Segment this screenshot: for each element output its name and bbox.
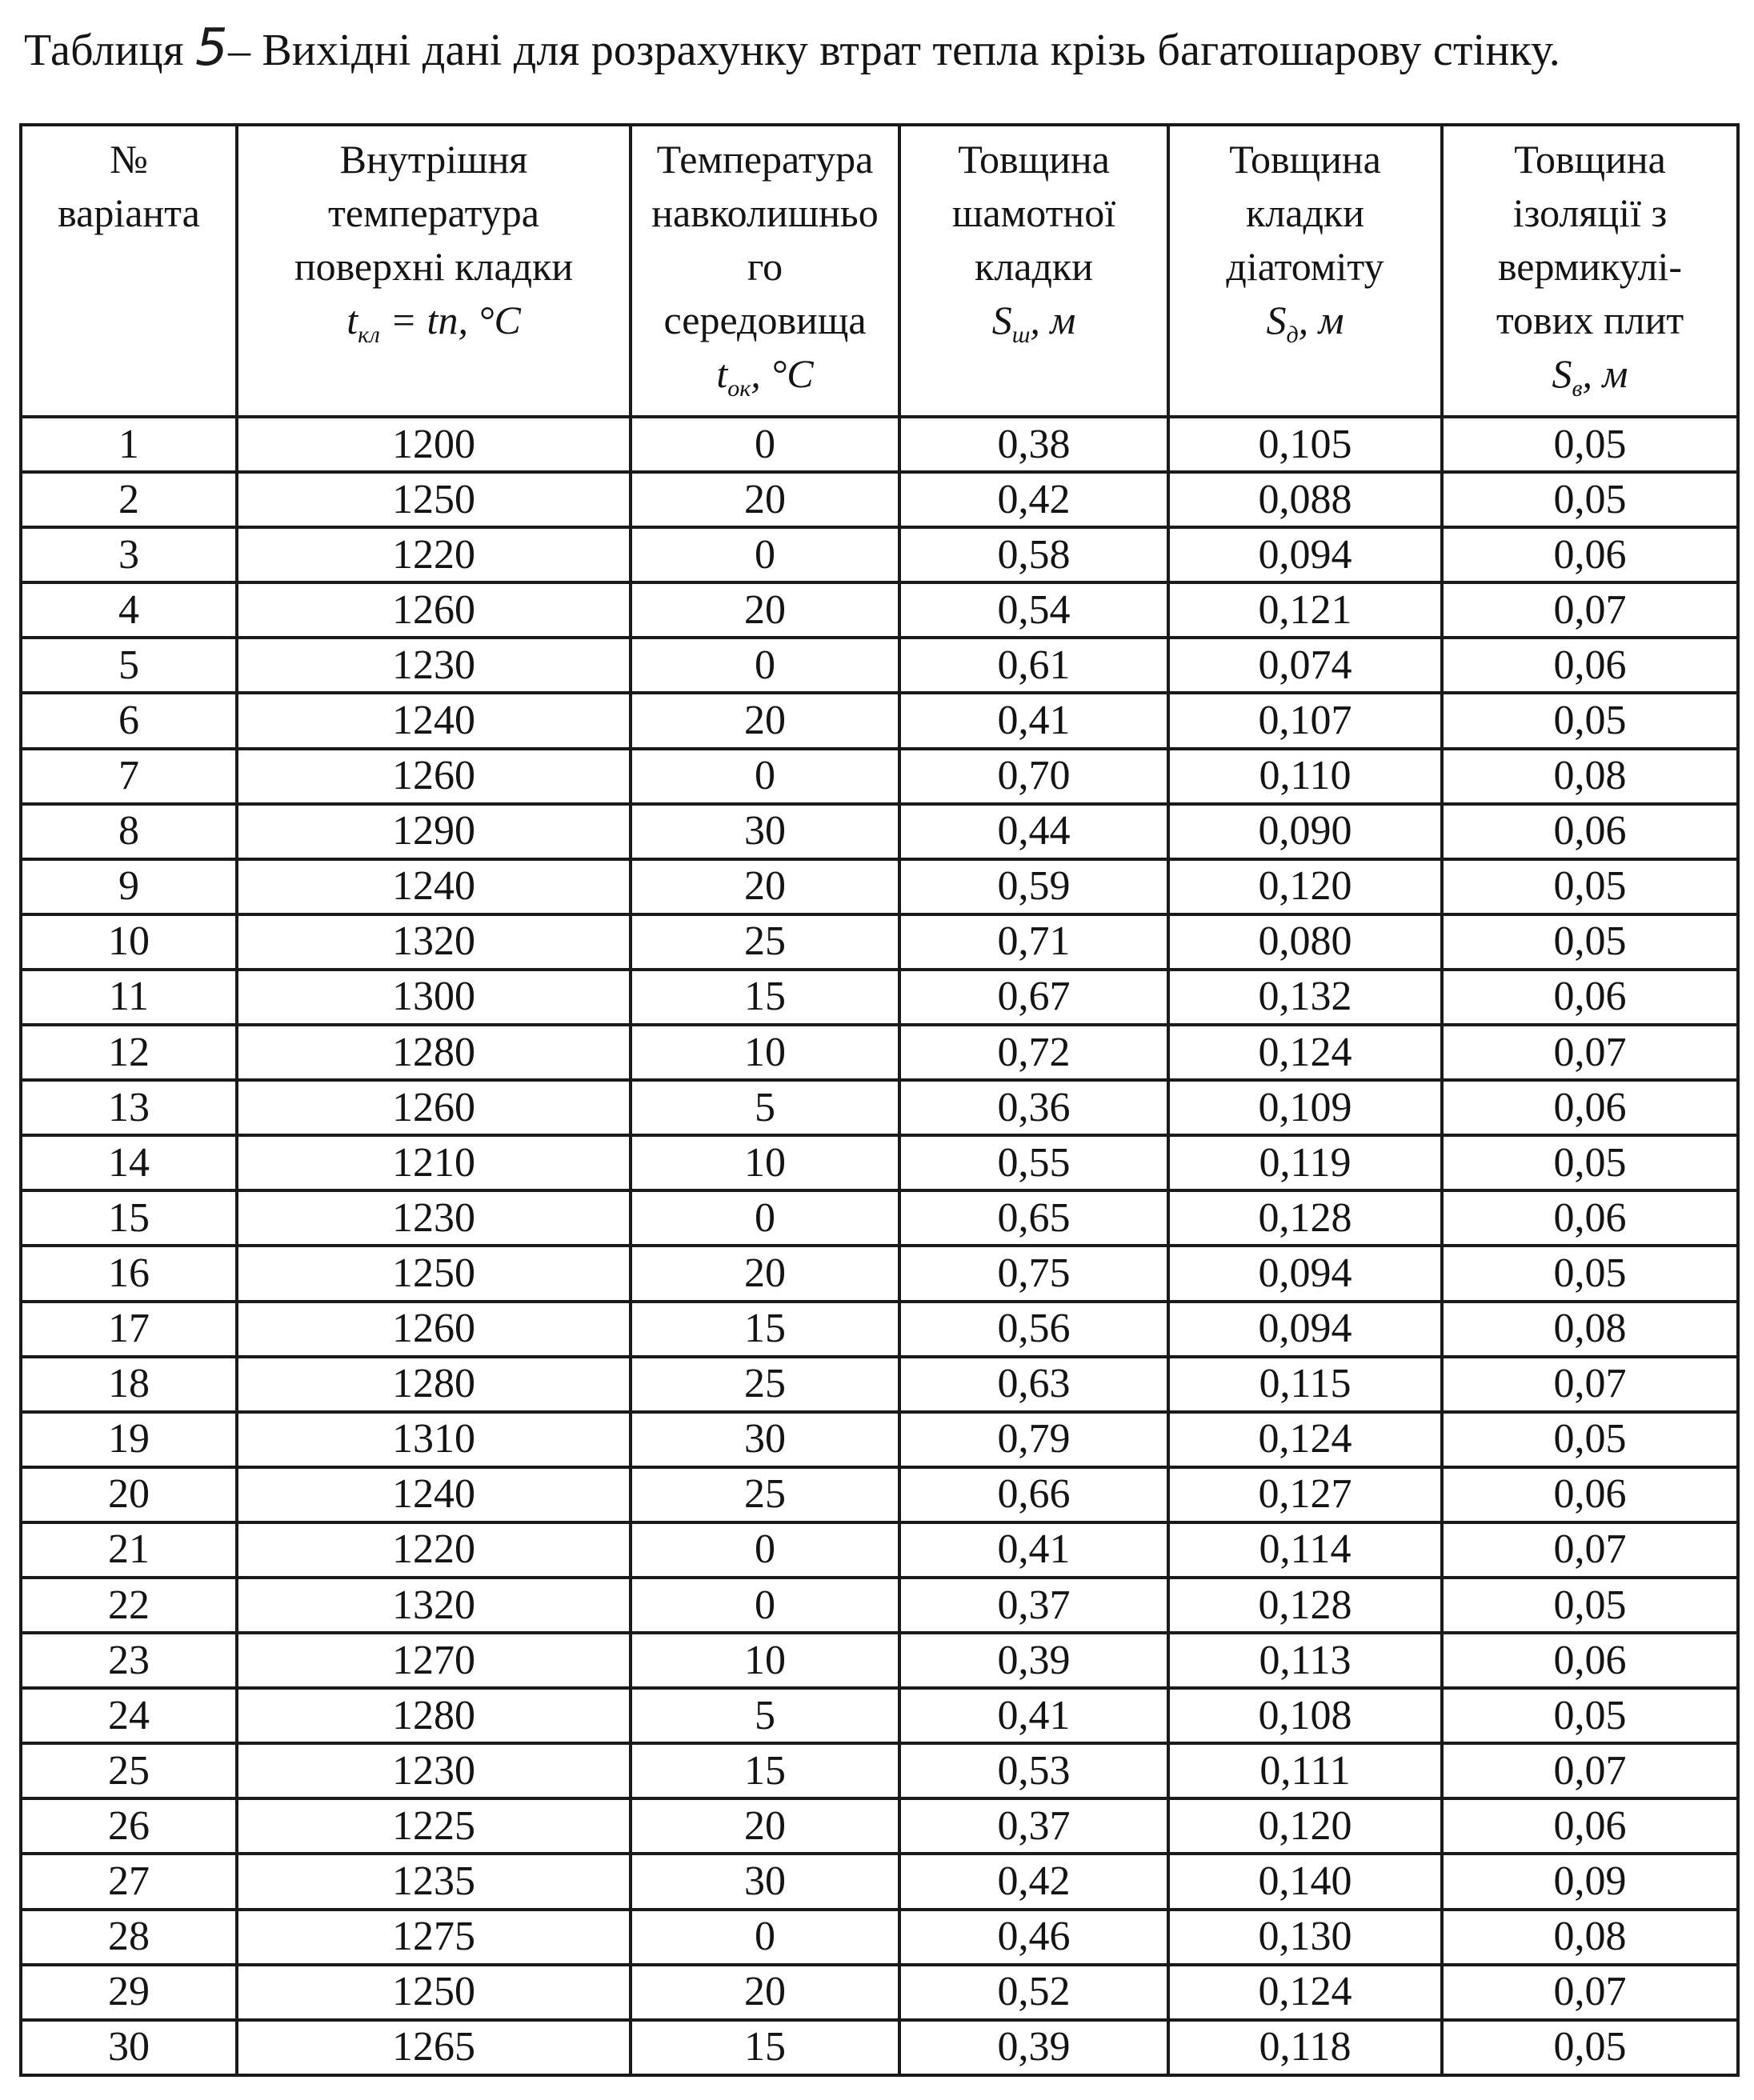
table-cell: 0,06: [1442, 1798, 1738, 1854]
table-caption: [24, 19, 1560, 79]
table-cell: 0,132: [1168, 970, 1442, 1025]
table-cell: 0,118: [1168, 2020, 1442, 2075]
table-cell: 0,37: [899, 1798, 1168, 1854]
table-cell: 0,39: [899, 2020, 1168, 2075]
table-cell: 6: [21, 693, 237, 748]
table-row: [21, 1357, 1738, 1412]
table-cell: 0,105: [1168, 417, 1442, 472]
table-cell: 30: [631, 804, 899, 859]
symbol-tail: , м: [1298, 298, 1344, 342]
table-cell: 0,120: [1168, 1798, 1442, 1854]
table-cell: 1230: [237, 1190, 631, 1246]
table-cell: 1270: [237, 1633, 631, 1688]
table-cell: 25: [631, 914, 899, 970]
table-cell: 7: [21, 749, 237, 804]
table-cell: 15: [21, 1190, 237, 1246]
table-cell: 0,05: [1442, 1135, 1738, 1190]
table-cell: 19: [21, 1412, 237, 1467]
table-cell: 10: [631, 1633, 899, 1688]
column-header: [899, 125, 1168, 417]
table-cell: 0,42: [899, 472, 1168, 527]
table-cell: 20: [21, 1467, 237, 1522]
table-cell: 0,41: [899, 693, 1168, 748]
table-cell: 1260: [237, 1080, 631, 1135]
column-header-line: ізоляції з: [1512, 190, 1668, 235]
table-row: [21, 1302, 1738, 1357]
table-cell: 0,120: [1168, 859, 1442, 914]
table-cell: 0,114: [1168, 1522, 1442, 1578]
table-row: [21, 1910, 1738, 1965]
table-cell: 0,090: [1168, 804, 1442, 859]
table-cell: 1: [21, 417, 237, 472]
table-cell: 0,05: [1442, 1578, 1738, 1633]
table-cell: 0,094: [1168, 1246, 1442, 1301]
table-cell: 0,72: [899, 1025, 1168, 1080]
table-cell: 11: [21, 970, 237, 1025]
table-row: [21, 1190, 1738, 1246]
table-cell: 29: [21, 1965, 237, 2020]
table-cell: 0,080: [1168, 914, 1442, 970]
table-cell: 0,107: [1168, 693, 1442, 748]
table-cell: 17: [21, 1302, 237, 1357]
table-row: [21, 804, 1738, 859]
table-cell: 0,124: [1168, 1025, 1442, 1080]
table-cell: 0,08: [1442, 1302, 1738, 1357]
table-cell: 0,71: [899, 914, 1168, 970]
table-cell: 1210: [237, 1135, 631, 1190]
table-cell: 30: [631, 1412, 899, 1467]
table-cell: 0,70: [899, 749, 1168, 804]
column-header-line: вермикулі-: [1497, 244, 1683, 289]
table-cell: 25: [21, 1743, 237, 1798]
table-cell: 0,39: [899, 1633, 1168, 1688]
column-header: [631, 125, 899, 417]
table-cell: 20: [631, 859, 899, 914]
column-symbol: [238, 294, 629, 362]
table-cell: 0,54: [899, 582, 1168, 638]
column-header-line: тових плит: [1496, 298, 1684, 342]
table-cell: 0,07: [1442, 1965, 1738, 2020]
table-row: [21, 527, 1738, 582]
table-row: [21, 693, 1738, 748]
table-row: [21, 1025, 1738, 1080]
table-cell: 30: [21, 2020, 237, 2075]
table-row: [21, 1688, 1738, 1743]
caption-text: – Вихідні дані для розрахунку втрат тепла крізь багатошарову стінку.: [227, 26, 1560, 75]
symbol-base: t: [716, 351, 728, 396]
table-cell: 0,55: [899, 1135, 1168, 1190]
table-row: [21, 1412, 1738, 1467]
table-cell: 0,08: [1442, 749, 1738, 804]
table-cell: 25: [631, 1467, 899, 1522]
column-header-line: кладки: [1246, 190, 1364, 235]
column-header-line: діатоміту: [1226, 244, 1384, 289]
table-cell: 0,113: [1168, 1633, 1442, 1688]
table-cell: 0,46: [899, 1910, 1168, 1965]
table-row: [21, 1798, 1738, 1854]
table-cell: 0,06: [1442, 638, 1738, 693]
table-cell: 1240: [237, 859, 631, 914]
column-symbol: [901, 294, 1167, 362]
table-cell: 0,06: [1442, 1467, 1738, 1522]
column-header-line: кладки: [975, 244, 1093, 289]
table-cell: 20: [631, 1246, 899, 1301]
table-cell: 0,58: [899, 527, 1168, 582]
table-cell: 1260: [237, 1302, 631, 1357]
table-cell: 0,59: [899, 859, 1168, 914]
table-cell: 15: [631, 970, 899, 1025]
table-cell: 0: [631, 527, 899, 582]
symbol-tail: , °C: [751, 351, 814, 396]
table-cell: 0,07: [1442, 1522, 1738, 1578]
table-cell: 0: [631, 749, 899, 804]
table-cell: 0,124: [1168, 1412, 1442, 1467]
symbol-base: t: [346, 298, 358, 342]
symbol-tail: , м: [1582, 351, 1628, 396]
table-cell: 3: [21, 527, 237, 582]
table-cell: 0,61: [899, 638, 1168, 693]
table-cell: 0,05: [1442, 417, 1738, 472]
table-cell: 0,56: [899, 1302, 1168, 1357]
table-cell: 5: [21, 638, 237, 693]
table-cell: 25: [631, 1357, 899, 1412]
table-cell: 0: [631, 1522, 899, 1578]
table-cell: 26: [21, 1798, 237, 1854]
table-cell: 0,127: [1168, 1467, 1442, 1522]
table-cell: 0,65: [899, 1190, 1168, 1246]
caption-prefix: Таблиця: [24, 26, 196, 75]
table-row: [21, 472, 1738, 527]
column-header-line: температура: [328, 190, 539, 235]
table-cell: 1260: [237, 749, 631, 804]
table-cell: 18: [21, 1357, 237, 1412]
table-cell: 0,38: [899, 417, 1168, 472]
symbol-base: S: [1552, 351, 1572, 396]
table-row: [21, 1135, 1738, 1190]
table-cell: 0,110: [1168, 749, 1442, 804]
column-header-line: №: [110, 137, 148, 182]
table-cell: 30: [631, 1854, 899, 1909]
table-cell: 20: [631, 693, 899, 748]
column-header-line: середовища: [663, 298, 867, 342]
data-table: [19, 123, 1740, 2077]
table-cell: 0,42: [899, 1854, 1168, 1909]
table-row: [21, 2020, 1738, 2075]
table-cell: 0,05: [1442, 1688, 1738, 1743]
table-cell: 20: [631, 582, 899, 638]
table-row: [21, 1080, 1738, 1135]
table-cell: 1200: [237, 417, 631, 472]
table-cell: 1275: [237, 1910, 631, 1965]
table-cell: 0,07: [1442, 1357, 1738, 1412]
table-row: [21, 749, 1738, 804]
table-cell: 16: [21, 1246, 237, 1301]
table-cell: 22: [21, 1578, 237, 1633]
table-row: [21, 1467, 1738, 1522]
table-cell: 1220: [237, 527, 631, 582]
table-cell: 1230: [237, 1743, 631, 1798]
caption-table-number: 5: [195, 18, 228, 78]
column-header-line: Товщина: [958, 137, 1110, 182]
table-cell: 23: [21, 1633, 237, 1688]
table-cell: 0: [631, 1190, 899, 1246]
table-cell: 1310: [237, 1412, 631, 1467]
table-cell: 5: [631, 1688, 899, 1743]
table-cell: 12: [21, 1025, 237, 1080]
table-cell: 0,08: [1442, 1910, 1738, 1965]
table-cell: 4: [21, 582, 237, 638]
table-cell: 0,05: [1442, 472, 1738, 527]
header-row: [21, 125, 1738, 417]
table-cell: 0,53: [899, 1743, 1168, 1798]
table-cell: 0,094: [1168, 1302, 1442, 1357]
table-cell: 1260: [237, 582, 631, 638]
column-header-line: Температура: [656, 137, 874, 182]
table-cell: 0,07: [1442, 582, 1738, 638]
table-cell: 0,41: [899, 1522, 1168, 1578]
table-cell: 0,119: [1168, 1135, 1442, 1190]
table-row: [21, 1965, 1738, 2020]
table-row: [21, 1522, 1738, 1578]
symbol-base: S: [1266, 298, 1287, 342]
table-cell: 1225: [237, 1798, 631, 1854]
table-cell: 0: [631, 638, 899, 693]
table-row: [21, 859, 1738, 914]
table-cell: 13: [21, 1080, 237, 1135]
table-cell: 0: [631, 1578, 899, 1633]
column-header-line: Внутрішня: [339, 137, 528, 182]
table-cell: 0,115: [1168, 1357, 1442, 1412]
column-symbol: [632, 347, 898, 415]
table-row: [21, 1578, 1738, 1633]
table-cell: 0,108: [1168, 1688, 1442, 1743]
table-cell: 0,094: [1168, 527, 1442, 582]
table-row: [21, 970, 1738, 1025]
symbol-subscript: ш: [1011, 322, 1031, 348]
table-cell: 20: [631, 472, 899, 527]
table-header: [21, 125, 1738, 417]
table-cell: 1280: [237, 1688, 631, 1743]
table-cell: 15: [631, 1743, 899, 1798]
table-cell: 0,140: [1168, 1854, 1442, 1909]
column-header-line: го: [747, 244, 783, 289]
table-cell: 0,09: [1442, 1854, 1738, 1909]
table-cell: 0,63: [899, 1357, 1168, 1412]
symbol-subscript: д: [1286, 322, 1299, 348]
table-cell: 0,06: [1442, 1633, 1738, 1688]
table-cell: 15: [631, 2020, 899, 2075]
table-cell: 28: [21, 1910, 237, 1965]
table-cell: 0,07: [1442, 1025, 1738, 1080]
table-cell: 5: [631, 1080, 899, 1135]
table-body: [21, 417, 1738, 2075]
table-cell: 0,05: [1442, 859, 1738, 914]
table-cell: 27: [21, 1854, 237, 1909]
column-header: [21, 125, 237, 417]
table-cell: 0,05: [1442, 693, 1738, 748]
symbol-subscript: кл: [358, 322, 380, 348]
table-cell: 1280: [237, 1025, 631, 1080]
table-cell: 15: [631, 1302, 899, 1357]
table-cell: 0,41: [899, 1688, 1168, 1743]
symbol-subscript: в: [1572, 375, 1583, 402]
table-cell: 1250: [237, 1965, 631, 2020]
table-cell: 0,52: [899, 1965, 1168, 2020]
table-cell: 0,06: [1442, 527, 1738, 582]
table-cell: 0,109: [1168, 1080, 1442, 1135]
table-cell: 0,128: [1168, 1578, 1442, 1633]
table-cell: 0,75: [899, 1246, 1168, 1301]
column-header-line: варіанта: [58, 190, 200, 235]
table-cell: 0: [631, 417, 899, 472]
column-symbol: [1170, 294, 1440, 362]
table-cell: 14: [21, 1135, 237, 1190]
column-header: [237, 125, 631, 417]
table-row: [21, 1743, 1738, 1798]
table-cell: 1320: [237, 914, 631, 970]
table-cell: 0,05: [1442, 1246, 1738, 1301]
table-cell: 9: [21, 859, 237, 914]
table-cell: 8: [21, 804, 237, 859]
column-header-line: навколишньо: [651, 190, 879, 235]
table-cell: 0,66: [899, 1467, 1168, 1522]
table-cell: 1320: [237, 1578, 631, 1633]
table-cell: 1280: [237, 1357, 631, 1412]
symbol-base: S: [991, 298, 1012, 342]
table-row: [21, 1246, 1738, 1301]
table-cell: 0,124: [1168, 1965, 1442, 2020]
column-header-line: Товщина: [1514, 137, 1666, 182]
column-header-line: шамотної: [951, 190, 1116, 235]
symbol-subscript: ок: [727, 375, 751, 402]
table-cell: 1250: [237, 1246, 631, 1301]
symbol-tail: = tп, °C: [379, 298, 521, 342]
table-cell: 0,088: [1168, 472, 1442, 527]
table-cell: 0,06: [1442, 970, 1738, 1025]
column-header-line: поверхні кладки: [294, 244, 574, 289]
table-cell: 1290: [237, 804, 631, 859]
table-cell: 0: [631, 1910, 899, 1965]
table-cell: 10: [21, 914, 237, 970]
table-cell: 10: [631, 1025, 899, 1080]
table-row: [21, 417, 1738, 472]
table-cell: 24: [21, 1688, 237, 1743]
table-row: [21, 914, 1738, 970]
table-cell: 0,37: [899, 1578, 1168, 1633]
table-cell: 0,128: [1168, 1190, 1442, 1246]
table-cell: 0,074: [1168, 638, 1442, 693]
table-cell: 2: [21, 472, 237, 527]
table-row: [21, 638, 1738, 693]
table-cell: 0,121: [1168, 582, 1442, 638]
symbol-tail: , м: [1030, 298, 1076, 342]
table-cell: 10: [631, 1135, 899, 1190]
table-cell: 0,44: [899, 804, 1168, 859]
column-header: [1168, 125, 1442, 417]
table-cell: 0,05: [1442, 1412, 1738, 1467]
table-row: [21, 582, 1738, 638]
table-cell: 1240: [237, 1467, 631, 1522]
table-cell: 0,06: [1442, 1080, 1738, 1135]
table-row: [21, 1854, 1738, 1909]
table-cell: 20: [631, 1798, 899, 1854]
column-header: [1442, 125, 1738, 417]
table-cell: 0,07: [1442, 1743, 1738, 1798]
table-row: [21, 1633, 1738, 1688]
table-cell: 1250: [237, 472, 631, 527]
table-cell: 1220: [237, 1522, 631, 1578]
column-symbol: [1444, 347, 1736, 415]
table-cell: 1240: [237, 693, 631, 748]
table-cell: 0,36: [899, 1080, 1168, 1135]
table-cell: 0,06: [1442, 804, 1738, 859]
table-cell: 0,05: [1442, 2020, 1738, 2075]
table-cell: 21: [21, 1522, 237, 1578]
table-cell: 0,111: [1168, 1743, 1442, 1798]
table-cell: 20: [631, 1965, 899, 2020]
table-cell: 1235: [237, 1854, 631, 1909]
table-cell: 0,79: [899, 1412, 1168, 1467]
table-cell: 0,130: [1168, 1910, 1442, 1965]
column-header-line: Товщина: [1229, 137, 1381, 182]
table-cell: 1230: [237, 638, 631, 693]
table-cell: 1300: [237, 970, 631, 1025]
table-cell: 1265: [237, 2020, 631, 2075]
table-cell: 0,06: [1442, 1190, 1738, 1246]
table-cell: 0,05: [1442, 914, 1738, 970]
table-cell: 0,67: [899, 970, 1168, 1025]
